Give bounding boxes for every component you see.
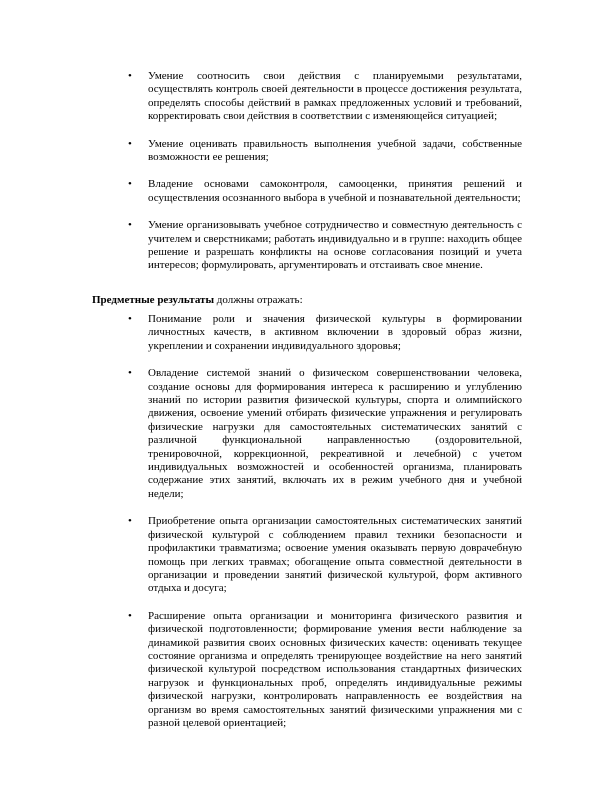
bullet-icon: • [128,178,132,191]
list-item [128,610,522,731]
section-heading-rest: должны отражать: [214,294,303,306]
list-item-text: Овладение системой знаний о физическом совершенствовании человека, создание основы для формирования интереса к расширению и углублению знаний по истории развития физической культуры, спорта и олимпийского движения, освоение умений отбирать физические упражнения и регулировать физические нагрузки для самостоятельных систематических занятий с различной функциональной направленностью (оздоровительной, тренировочной, коррекционной, рекреативной и лечебной) с учетом индивидуальных возможностей и особенностей организма, планировать содержание этих занятий, включать их в режим учебного дня и учебной недели; [148,367,522,500]
bullet-list-metasubject [128,70,522,287]
list-item-text: Владение основами самоконтроля, самооценки, принятия решений и осуществления осознанного выбора в учебной и познавательной деятельности; [148,178,522,204]
list-item [128,367,522,501]
list-item [128,313,522,353]
section-heading-bold: Предметные результаты [92,294,215,306]
bullet-icon: • [128,137,132,150]
list-item [128,178,522,205]
list-item-text: Умение оценивать правильность выполнения учебной задачи, собственные возможности ее решения; [148,137,522,164]
bullet-icon: • [128,70,132,82]
bullet-icon: • [128,515,132,528]
bullet-icon: • [128,367,132,380]
list-item [128,70,522,124]
list-item-text: Умение соотносить свои действия с планируемыми результатами, осуществлять контроль своей деятельности в процессе достижения результата, определять способы действий в рамках предложенных условий и требований, корректировать свои действия в соответствии с изменяющейся ситуацией; [148,70,522,123]
section-heading [92,294,522,307]
bullet-icon: • [128,219,132,232]
list-item-text: Приобретение опыта организации самостоятельных систематических занятий физической культурой с соблюдением правил техники безопасности и профилактики травматизма; освоение умения оказывать первую доврачебную помощь при легких травмах; обогащение опыта совместной деятельности в организации и проведении занятий физической культурой, форм активного отдыха и досуга; [148,515,522,595]
bullet-icon: • [128,313,132,325]
list-item-text: Расширение опыта организации и мониторинга физического развития и физической подготовленности; формирование умения вести наблюдение за динамикой развития своих основных физических качеств: оценивать текущее состояние организма и определять тренирующее воздействие на него занятий физической культурой посредством использования стандартных физических нагрузок и функциональных проб, определять индивидуальные режимы физической нагрузки, контролировать направленность ее воздействия на организм во время самостоятельных занятий физическими упражнения ми с разной целевой ориентацией; [148,609,522,729]
list-item [128,515,522,595]
list-item [128,138,522,165]
bullet-list-subject [128,313,522,744]
list-item-text: Понимание роли и значения физической культуры в формировании личностных качеств, в активном включении в здоровый образ жизни, укреплении и сохранении индивидуального здоровья; [148,313,522,352]
list-item-text: Умение организовывать учебное сотрудничество и совместную деятельность с учителем и сверстниками; работать индивидуально и в группе: находить общее решение и разрешать конфликты на основе согласования позиций и учета интересов; формулировать, аргументировать и отстаивать свое мнение. [148,219,522,272]
bullet-icon: • [128,609,132,622]
list-item [128,219,522,273]
